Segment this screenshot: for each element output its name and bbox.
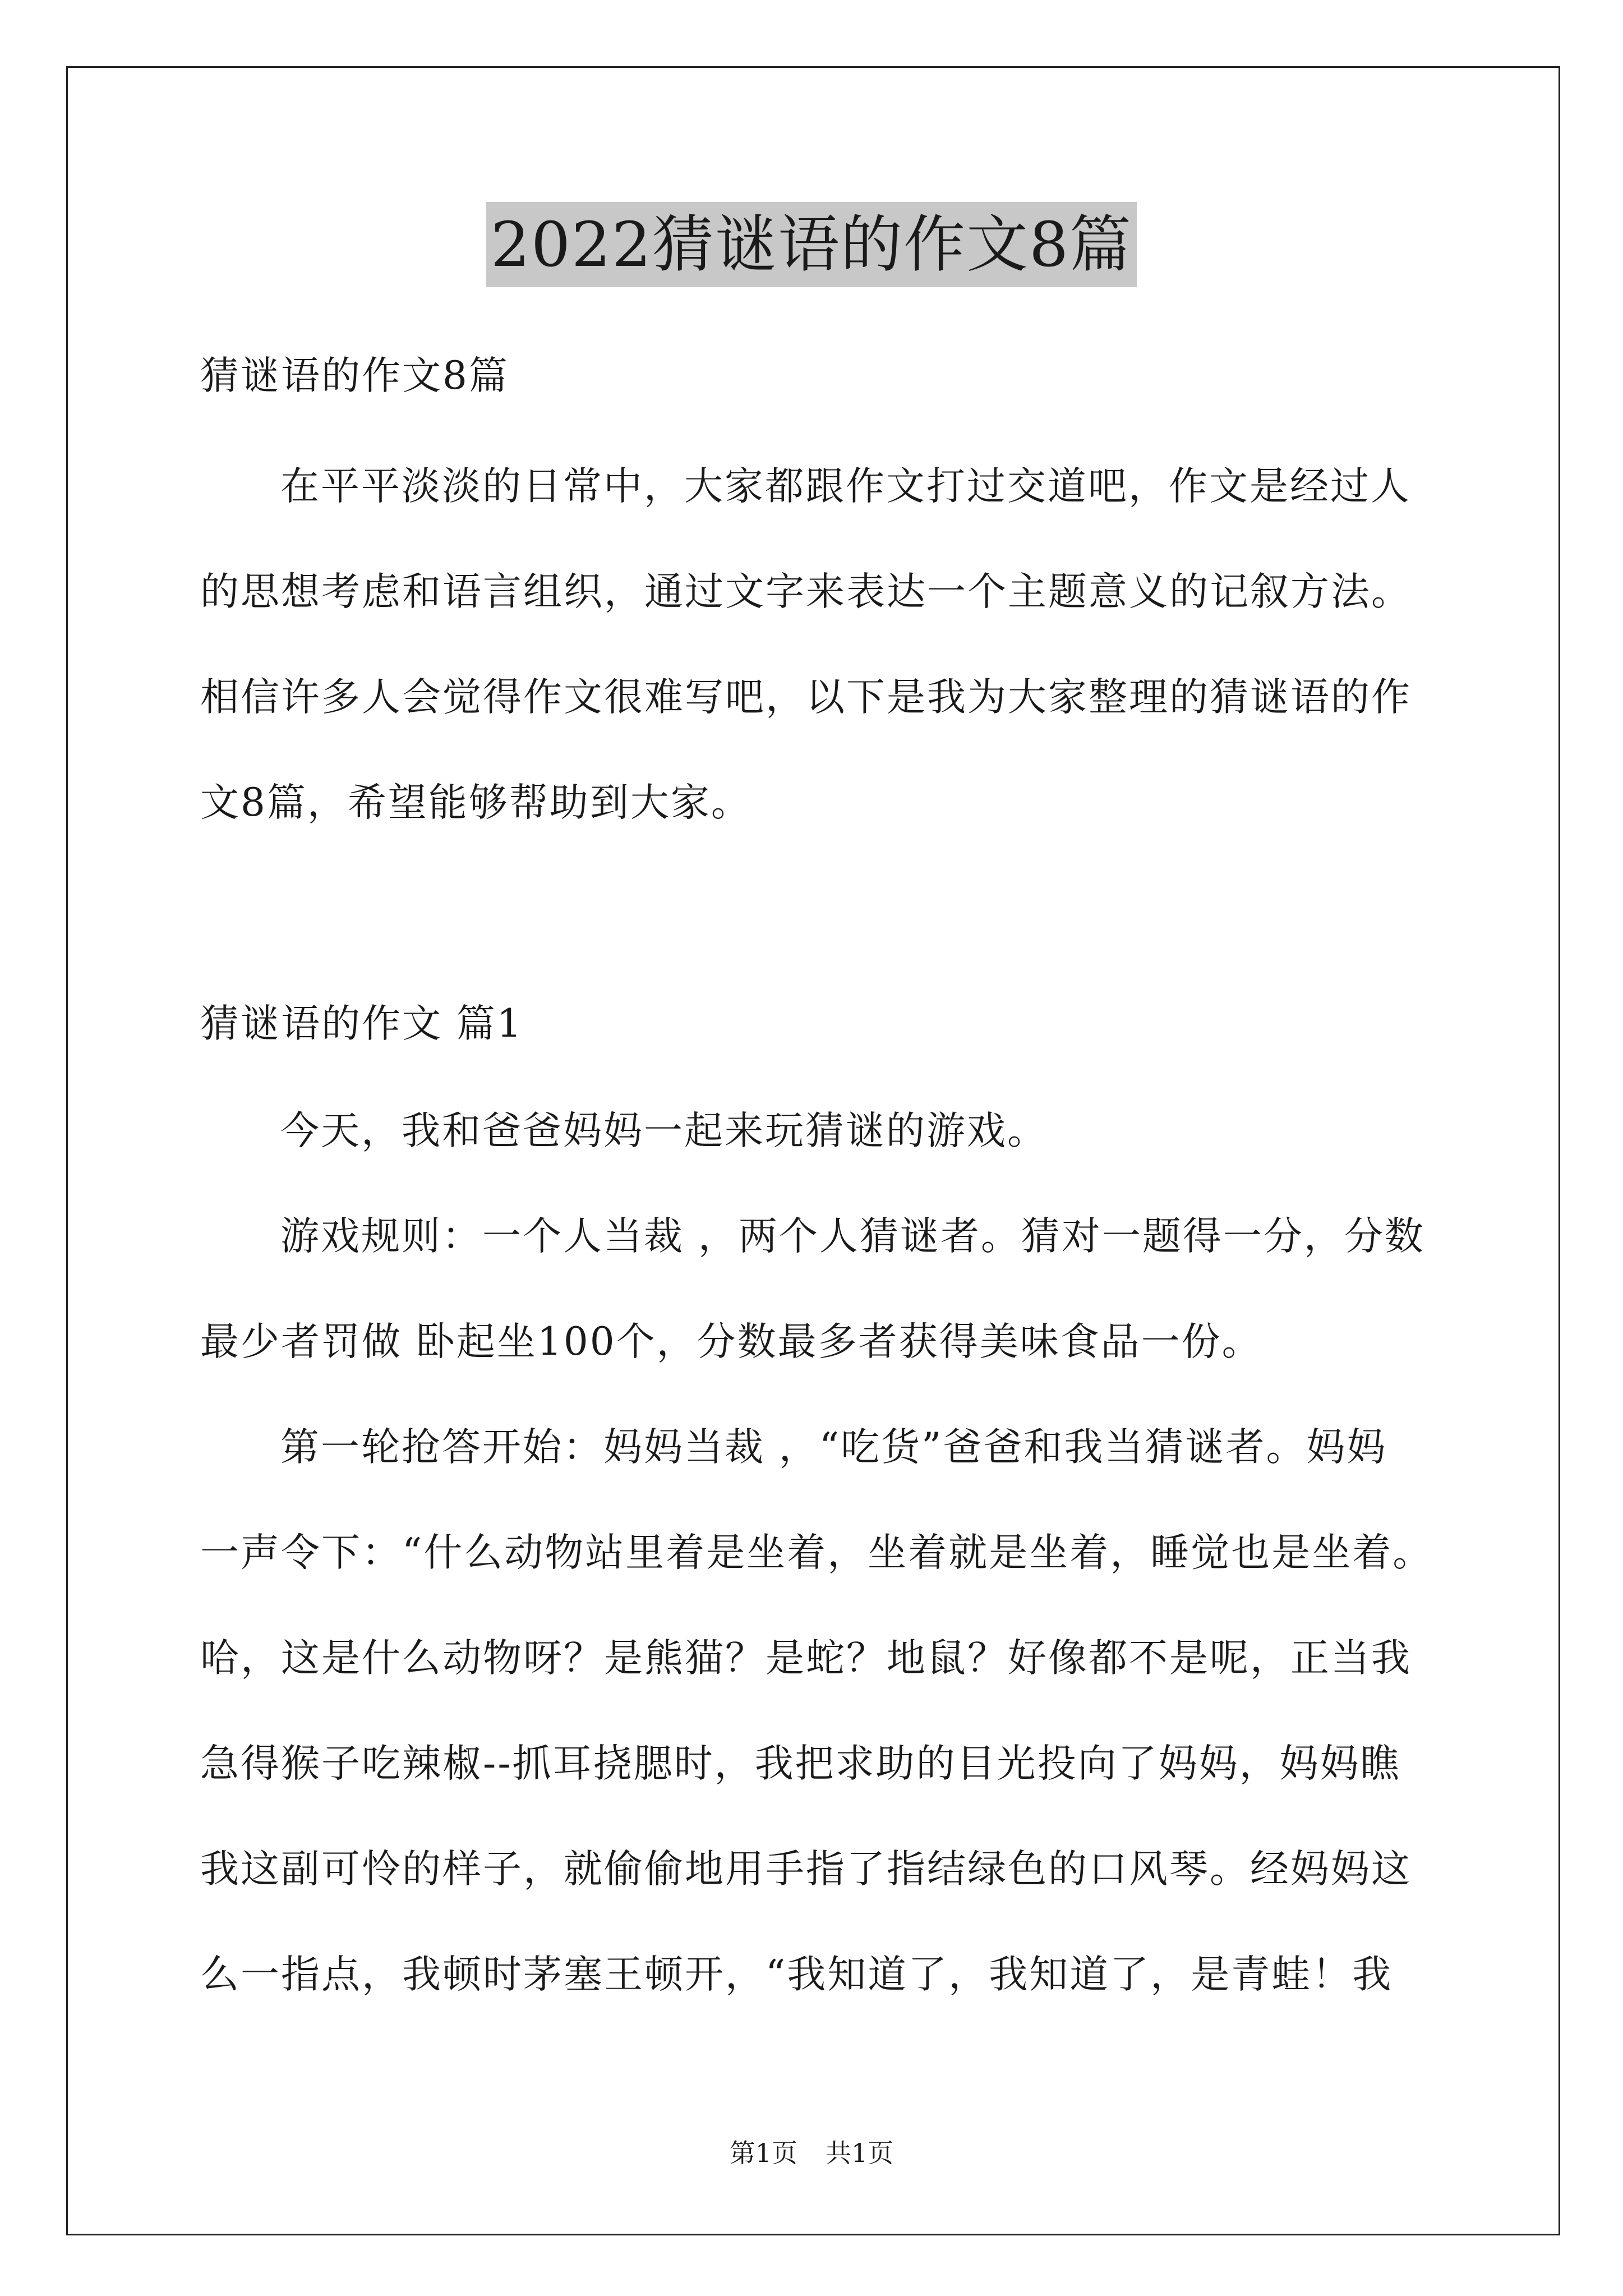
section-p2-line-1: 游戏规则：一个人当裁 ，两个人猜谜者。猜对一题得一分，分数 xyxy=(280,1214,1425,1259)
intro-line-2: 的思想考虑和语言组织，通过文字来表达一个主题意义的记叙方法。 xyxy=(200,569,1412,614)
title-container xyxy=(0,202,1623,287)
subtitle: 猜谜语的作文8篇 xyxy=(200,353,509,398)
section-p3-line-4: 急得猴子吃辣椒--抓耳挠腮时，我把求助的目光投向了妈妈，妈妈瞧 xyxy=(200,1741,1401,1786)
section-heading: 猜谜语的作文 篇1 xyxy=(200,1001,523,1046)
page-number: 第1页 xyxy=(729,2138,797,2168)
section-p3-line-1: 第一轮抢答开始：妈妈当裁 ，“吃货”爸爸和我当猜谜者。妈妈 xyxy=(280,1425,1387,1470)
section-p3-line-3: 哈，这是什么动物呀？是熊猫？是蛇？地鼠？好像都不是呢，正当我 xyxy=(200,1636,1412,1681)
section-p3-line-6: 么一指点，我顿时茅塞王顿开，“我知道了，我知道了，是青蛙！我 xyxy=(200,1952,1393,1997)
section-p3-line-5: 我这副可怜的样子，就偷偷地用手指了指结绿色的口风琴。经妈妈这 xyxy=(200,1847,1412,1892)
section-p3-line-2: 一声令下：“什么动物站里着是坐着，坐着就是坐着，睡觉也是坐着。 xyxy=(200,1530,1433,1575)
section-p2-line-2: 最少者罚做 卧起坐100个，分数最多者获得美味食品一份。 xyxy=(200,1319,1262,1364)
page-total: 共1页 xyxy=(826,2138,894,2168)
intro-line-3: 相信许多人会觉得作文很难写吧，以下是我为大家整理的猜谜语的作 xyxy=(200,675,1412,720)
document-title: 2022猜谜语的作文8篇 xyxy=(486,202,1137,287)
page-footer xyxy=(0,2137,1623,2169)
intro-line-4: 文8篇，希望能够帮助到大家。 xyxy=(200,780,751,825)
section-p1-line-1: 今天，我和爸爸妈妈一起来玩猜谜的游戏。 xyxy=(280,1108,1048,1153)
intro-line-1: 在平平淡淡的日常中，大家都跟作文打过交道吧，作文是经过人 xyxy=(280,464,1411,509)
